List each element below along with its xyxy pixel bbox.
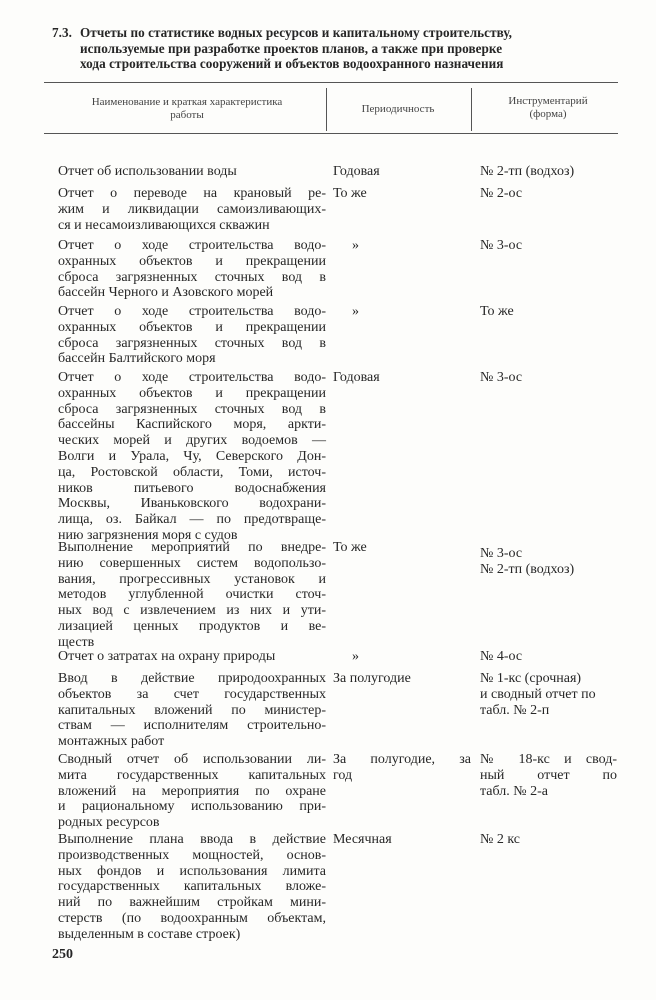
cell-form-line: № 2-тп (водхоз) [480, 561, 575, 577]
cell-period-line: Месячная [333, 832, 392, 847]
cell-period [333, 832, 471, 848]
cell-name-line: бассейн Балтийского моря [58, 351, 216, 367]
cell-name-line: ческих морей и других водоемов — [58, 433, 326, 449]
cell-form-line: и сводный отчет по [480, 686, 596, 702]
cell-form-line: табл. № 2-п [480, 702, 550, 718]
cell-period-line: » [352, 304, 359, 319]
cell-form [480, 671, 617, 718]
cell-period-line: Годовая [333, 370, 380, 385]
cell-period-line: То же [333, 186, 367, 201]
cell-name-line: Москвы, Иваньковского водохрани- [58, 496, 326, 512]
cell-name-line: сброса загрязненных сточных вод в [58, 335, 326, 351]
cell-name-line: родных ресурсов [58, 815, 160, 831]
cell-period-line: То же [333, 540, 367, 555]
cell-period-line: За полугодие, за [333, 752, 471, 767]
cell-name-line: Отчет о ходе строительства водо- [58, 304, 326, 319]
column-header-period: Периодичность [361, 103, 435, 115]
cell-form [480, 649, 617, 665]
cell-name-line: сброса загрязненных сточных вод в [58, 269, 326, 285]
cell-name [58, 238, 326, 301]
cell-name-line: охранных объектов и прекращении [58, 319, 326, 335]
cell-name-line: монтажных работ [58, 734, 165, 750]
cell-form-line: ный отчет по [480, 767, 617, 783]
cell-name-line: ся и несамоизливающихся скважин [58, 217, 270, 233]
cell-name-line: мита государственных капитальных [58, 767, 326, 783]
cell-period-line: За полугодие [333, 671, 411, 686]
cell-name [58, 186, 326, 233]
cell-form [480, 304, 617, 320]
cell-name [58, 752, 326, 831]
cell-name-line: лизацией ценных продуктов и ве- [58, 618, 326, 634]
cell-form [480, 752, 617, 799]
cell-period [333, 164, 471, 180]
section-title-line-1: Отчеты по статистике водных ресурсов и капитальному строительству, [80, 25, 512, 40]
section-title [52, 25, 622, 72]
cell-period [352, 238, 490, 254]
cell-name-line: бассейн Черного и Азовского морей [58, 285, 274, 301]
cell-name-line: Отчет о затратах на охрану природы [58, 649, 276, 664]
cell-name-line: Выполнение плана ввода в действие [58, 832, 326, 847]
cell-name-line: охранных объектов и прекращении [58, 253, 326, 269]
cell-name-line: государственных капитальных вложе- [58, 879, 326, 895]
cell-name [58, 304, 326, 367]
cell-form-line: № 2 кс [480, 832, 521, 847]
header-divider-2 [471, 88, 472, 131]
cell-form [480, 832, 617, 848]
cell-period-line: » [352, 238, 359, 253]
cell-form-line: № 18-кс и свод- [480, 752, 617, 767]
cell-name [58, 671, 326, 750]
cell-period-line: Годовая [333, 164, 380, 179]
header-divider-1 [326, 88, 327, 131]
cell-name-line: вложений на мероприятия по охране [58, 783, 326, 799]
section-title-line-3: хода строительства сооружений и объектов водоохранного назначения [80, 56, 504, 71]
cell-name-line: ществ [58, 634, 95, 650]
cell-name-line: нию загрязнения моря с судов [58, 527, 238, 543]
cell-period-line: » [352, 649, 359, 664]
table-top-rule [44, 82, 618, 83]
cell-name [58, 164, 326, 180]
cell-period [333, 671, 471, 687]
cell-name-line: Волги и Урала, Чу, Северского Дон- [58, 448, 326, 464]
cell-form-line: № 1-кс (срочная) [480, 671, 582, 686]
cell-name-line: Отчет об использовании воды [58, 164, 237, 179]
cell-form [480, 238, 617, 254]
cell-form-line: № 3-ос [480, 546, 523, 561]
cell-period [352, 649, 490, 665]
cell-form-line: То же [480, 304, 514, 319]
cell-form-line: № 3-ос [480, 238, 523, 253]
cell-form [480, 164, 617, 180]
table-header-rule [44, 133, 618, 134]
section-number: 7.3. [52, 25, 72, 40]
cell-name-line: Ввод в действие природоохранных [58, 671, 326, 686]
cell-name-line: Выполнение мероприятий по внедре- [58, 540, 326, 555]
section-title-line-2: используемые при разработке проектов планов, а также при проверке [80, 40, 503, 56]
cell-name-line: лища, оз. Байкал — по предотвраще- [58, 512, 326, 528]
cell-name-line: ца, Ростовской области, Томи, источ- [58, 464, 326, 480]
cell-name [58, 832, 326, 943]
cell-name-line: ников питьевого водоснабжения [58, 480, 326, 496]
cell-period-line: год [333, 767, 353, 783]
cell-name [58, 370, 326, 544]
column-header-name: Наименование и краткая характеристика работы [91, 96, 283, 121]
cell-period [352, 304, 490, 320]
cell-form [480, 370, 617, 386]
cell-name-line: ствам — исполнителям строительно- [58, 718, 326, 734]
cell-name-line: ний по важнейшим стройкам мини- [58, 895, 326, 911]
cell-name-line: ных фондов и использования лимита [58, 863, 326, 879]
cell-name-line: производственных мощностей, основ- [58, 847, 326, 863]
cell-name-line: выделенным в составе строек) [58, 926, 241, 942]
column-header-form: Инструментарий (форма) [508, 95, 588, 120]
cell-name-line: нию совершенных систем водопользо- [58, 555, 326, 571]
cell-form-line: № 3-ос [480, 370, 523, 385]
page-number: 250 [52, 947, 73, 962]
cell-name-line: ных вод с извлечением из них и ути- [58, 603, 326, 619]
cell-period [333, 186, 471, 202]
cell-name-line: Отчет о ходе строительства водо- [58, 238, 326, 253]
cell-form-line: табл. № 2-а [480, 783, 548, 799]
cell-name-line: и рациональному использованию при- [58, 799, 326, 815]
cell-name-line: стерств (по водоохранным объектам, [58, 910, 326, 926]
cell-period [333, 752, 471, 784]
cell-name [58, 649, 326, 665]
cell-name [58, 540, 326, 651]
cell-name-line: вания, прогрессивных установок и [58, 571, 326, 587]
cell-period [333, 370, 471, 386]
cell-name-line: жим и ликвидации самоизливающих- [58, 201, 326, 217]
cell-form [480, 546, 617, 578]
cell-name-line: капитальных вложений по министер- [58, 702, 326, 718]
cell-name-line: Сводный отчет об использовании ли- [58, 752, 326, 767]
cell-name-line: охранных объектов и прекращении [58, 385, 326, 401]
cell-period [333, 540, 471, 556]
cell-name-line: бассейны Каспийского моря, аркти- [58, 417, 326, 433]
cell-name-line: Отчет о ходе строительства водо- [58, 370, 326, 385]
cell-name-line: Отчет о переводе на крановый ре- [58, 186, 326, 201]
cell-form-line: № 2-тп (водхоз) [480, 164, 575, 179]
cell-name-line: методов углубленной очистки сточ- [58, 587, 326, 603]
cell-form-line: № 2-ос [480, 186, 523, 201]
cell-form-line: № 4-ос [480, 649, 523, 664]
cell-form [480, 186, 617, 202]
cell-name-line: сброса загрязненных сточных вод в [58, 401, 326, 417]
cell-name-line: объектов за счет государственных [58, 686, 326, 702]
